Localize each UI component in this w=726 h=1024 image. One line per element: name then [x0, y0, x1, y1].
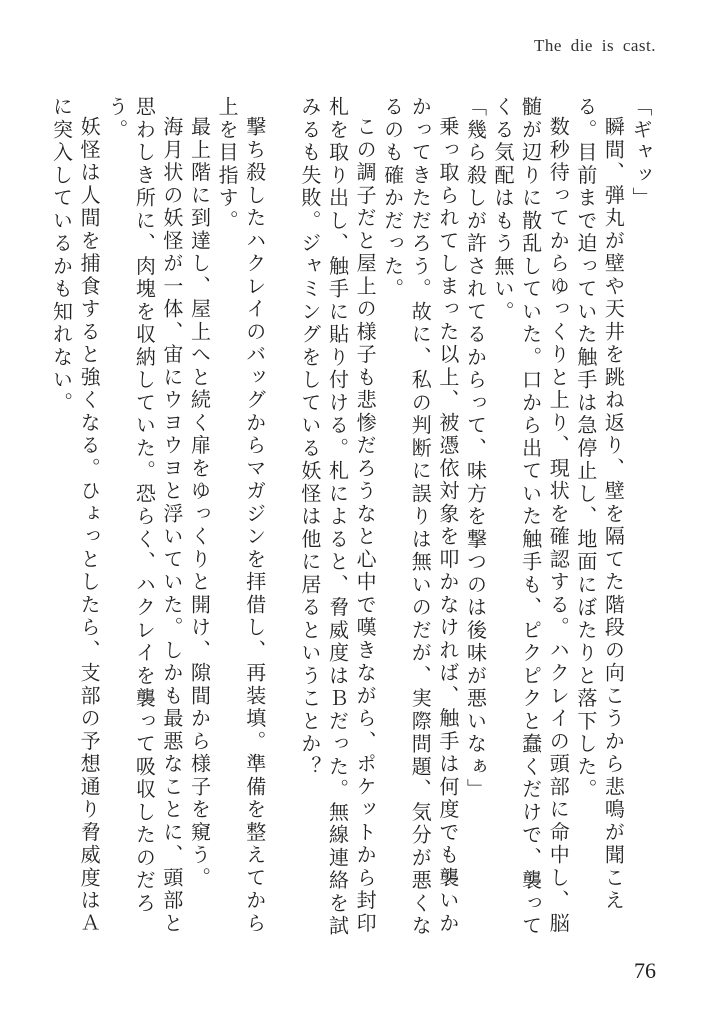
paragraph-sealing-talisman: この調子だと屋上の様子も悲惨だろうなと心中で嘆きながら、ポケットから封印札を取り出し、触手に貼り付ける。札によると、脅威度はＢだった。無線連絡を試みるも失敗。ジャミングをしている妖怪は他に居るということか？ — [297, 96, 378, 938]
paragraph-bullet-ricochet: 瞬間、弾丸が壁や天井を跳ね返り、壁を隔てた階段の向こうから悲鳴が聞こえる。目前まで迫っていた触手は急停止し、地面にぼたりと落下した。 — [573, 96, 626, 913]
paragraph-dialogue-gyaa: 「ギャッ」 — [629, 96, 653, 210]
paragraph-top-floor: 最上階に到達し、屋上へと続く扉をゆっくりと開け、隙間から様子を窺う。 — [187, 116, 212, 890]
paragraph-confirm-situation: 数秒待ってからゆっくりと上り、現状を確認する。ハクレイの頭部に命中し、脳髄が辺りに散乱していた。口から出ていた触手も、ピクピクと蠢くだけで、襲ってくる気配はもう無い。 — [491, 96, 571, 938]
page-number: 76 — [634, 958, 656, 983]
paragraph-reload: 撃ち殺したハクレイのバッグからマガジンを拝借し、再装填。準備を整えてから上を目指す。 — [215, 96, 267, 935]
paragraph-dialogue-aftertaste: 「幾ら殺しが許されてるからって、味方を撃つのは後味が悪いなぁ」 — [463, 96, 488, 802]
vertical-body-text — [47, 96, 654, 956]
running-header-title: The die is cast. — [534, 36, 656, 55]
paragraph-jellyfish-youkai: 海月状の妖怪が一体、宙にウヨウヨと浮いていた。しかも最悪なことに、頭部と思わしき所に、肉塊を収納していた。恐らく、ハクレイを襲って吸収したのだろう。 — [104, 96, 184, 935]
paragraph-threat-level-a: 妖怪は人間を捕食すると強くなる。ひょっとしたら、支部の予想通り脅威度はＡに突入しているかも知れない。 — [49, 96, 102, 935]
section-break — [268, 96, 296, 956]
paragraph-judgment: 乗っ取られてしまった以上、被憑依対象を叩かなければ、触手は何度でも襲いかかってきただろう。故に、私の判断に誤りは無いのだが、実際問題、気分が悪くなるのも確かだった。 — [380, 96, 460, 938]
